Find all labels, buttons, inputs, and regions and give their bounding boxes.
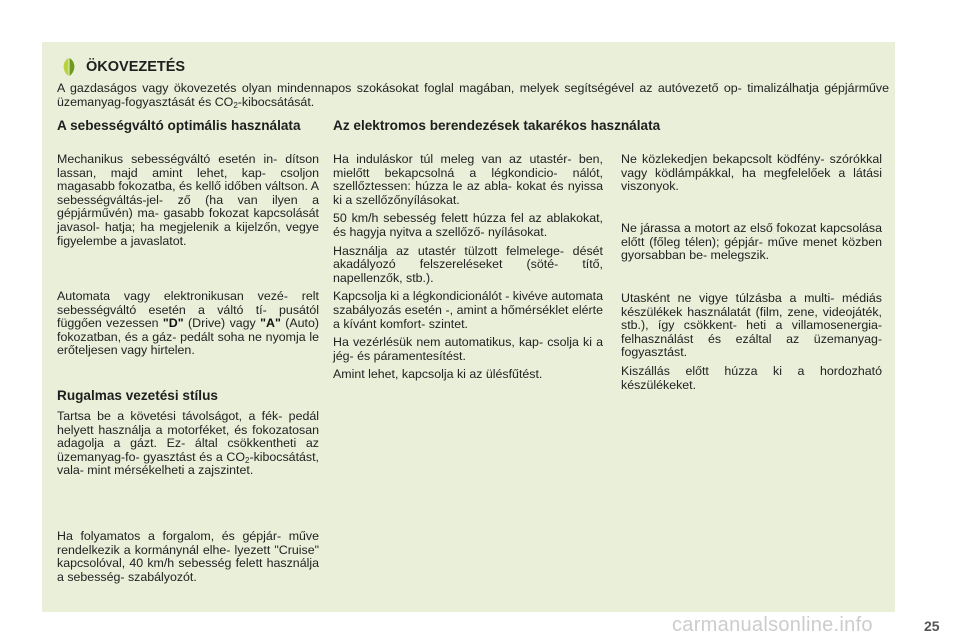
gearbox-heading: A sebességváltó optimális használata xyxy=(57,118,301,133)
gearbox-text-2: Automata vagy elektronikusan vezé- relt sebességváltó esetén a váltó tí- pusától függően vezessen "D" (Drive) vagy "A" (Auto) fokozatban, és a gáz- pedált soha ne nyomja le erőteljesen vagy hirtelen. xyxy=(57,289,319,358)
gearbox-text-1: Mechanikus sebességváltó esetén in- dítson lassan, majd amint lehet, kap- csoljon magasabb fokozatba, és kellő időben váltson. A sebességváltás-jel- ző (ha van ilyen a gépjárművén) ma- gasabb fokozat kapcsolását javasol- hatja; ha megjelenik a kijelzőn, vegye figyelembe a javaslatot. xyxy=(57,152,319,248)
section-title: ÖKOVEZETÉS xyxy=(86,59,186,75)
electrical-text-col-1: Ha induláskor túl meleg van az utastér- ben, mielőtt bekapcsolná a légkondicio- nálót, szellőztessen: húzza le az abla- kokat és nyissa ki a szellőzőnyílásokat. 50 km/h sebesség felett húzza fel az ablakokat, és hagyja nyitva a szellőző- nyílásokat. Használja az utastér tülzott felmelege- dését akadályozó felszereléseket (söté- títő, napellenzők, stb.). Kapcsolja ki a légkondicionálót - kivéve automata szabályozás esetén -, amint a hőmérséklet elérte a kívánt komfort- szintet. Ha vezérlésük nem automatikus, kap- csolja ki a jég- és páramentesítést. Amint lehet, kapcsolja ki az ülésfűtést. xyxy=(333,152,603,382)
watermark: carmanualsonline.info xyxy=(672,614,873,636)
electrical-heading: Az elektromos berendezések takarékos használata xyxy=(333,118,661,133)
driving-style-heading: Rugalmas vezetési stílus xyxy=(57,388,218,403)
intro-paragraph: A gazdaságos vagy ökovezetés olyan mindennapos szokásokat foglal magában, melyek segítségével az autóvezető op- timalizálhatja gépjárműve üzemanyag-fogyasztását és $CO_2$-kibocsátását. xyxy=(57,81,889,110)
eco-leaf-icon xyxy=(58,56,80,78)
electrical-text-col-2c: Utasként ne vigye túlzásba a multi- médiás készülékek használatát (film, zene, videojáték, stb.), így csökkent- heti a villamosenergia-felhasználást és ezáltal az üzemanyag-fogyasztást. Kiszállás előtt húzza ki a hordozható készülékeket. xyxy=(621,291,882,392)
page-number: 25 xyxy=(924,618,940,634)
driving-text-2: Ha folyamatos a forgalom, és gépjár- műve rendelkezik a kormánynál elhe- lyezett "Cruise" kapcsolóval, 40 km/h sebesség felett használja a sebesség- szabályozót. xyxy=(57,529,319,584)
electrical-text-col-2a: Ne közlekedjen bekapcsolt ködfény- szórókkal vagy ködlámpákkal, ha megfelelőek a látási viszonyok. xyxy=(621,152,882,194)
electrical-text-col-2b: Ne járassa a motort az első fokozat kapcsolása előtt (főleg télen); gépjár- műve menet közben gyorsabban be- melegszik. xyxy=(621,221,882,263)
driving-text-1: Tartsa be a követési távolságot, a fék- pedál helyett használja a motorféket, és fokozatosan adagolja a gázt. Ez- által csökkentheti az üzemanyag-fo- gyasztást és a $CO_2$-kibocsátást, vala- mint mérsékelheti a zajszintet. xyxy=(57,409,319,478)
